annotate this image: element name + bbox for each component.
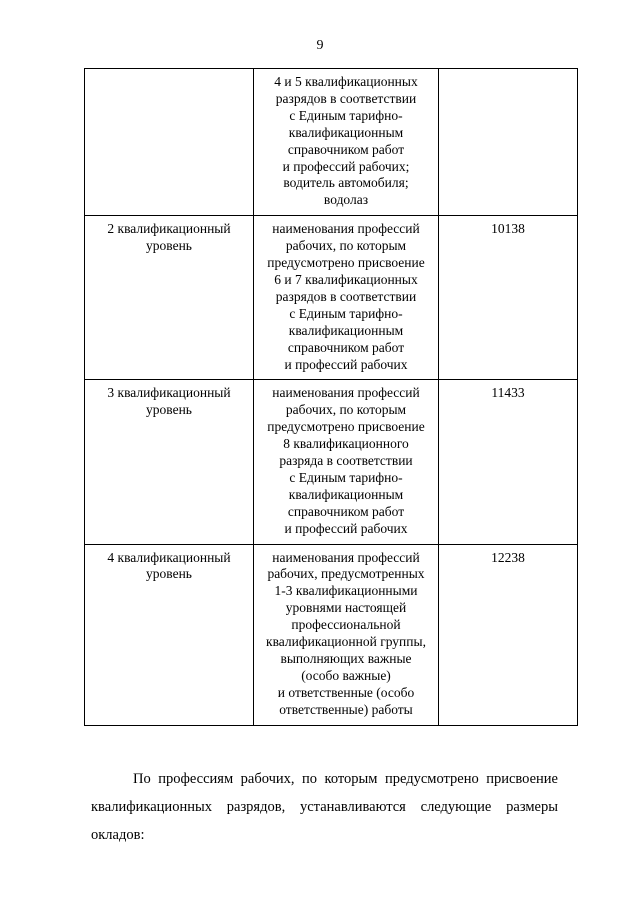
paragraph-line-1: По профессиям рабочих, по которым предусмотрено присвоение xyxy=(133,771,558,787)
description-text-line: уровнями настоящей xyxy=(285,600,407,616)
description-text-line: предусмотрено присвоение xyxy=(267,255,425,271)
description-cell xyxy=(254,69,439,216)
description-text-line: 4 и 5 квалификационных xyxy=(274,74,418,89)
description-text-line: квалификационным xyxy=(288,322,404,338)
description-text-line: предусмотрено присвоение xyxy=(267,419,425,435)
description-text-line: разрядов в соответствии xyxy=(275,288,417,304)
description-text-line: водитель автомобиля; xyxy=(283,175,409,191)
description-cell xyxy=(254,380,439,544)
page-number: 9 xyxy=(316,38,324,53)
level-cell xyxy=(85,544,254,725)
description-text-line: справочником работ xyxy=(287,141,405,157)
description-text-line: справочником работ xyxy=(287,503,405,519)
table-row xyxy=(85,380,578,544)
description-text-line: с Единым тарифно- xyxy=(289,107,403,123)
description-text-line: наименования профессий xyxy=(272,549,420,565)
level-text-line: 2 квалификационный xyxy=(107,221,231,237)
description-text-line: разряда в соответствии xyxy=(279,453,413,469)
description-cell xyxy=(254,544,439,725)
level-text-line: уровень xyxy=(146,238,192,254)
salary-value: 12238 xyxy=(491,549,525,565)
description-text-line: 8 квалификационного xyxy=(283,436,409,452)
table-row xyxy=(85,544,578,725)
salary-value: 11433 xyxy=(491,385,525,401)
salary-value: 10138 xyxy=(491,221,525,237)
description-text-line: и профессий рабочих; xyxy=(282,158,410,174)
description-text-line: рабочих, по которым xyxy=(285,238,407,254)
level-text-line: уровень xyxy=(146,566,192,582)
salary-cell xyxy=(439,380,578,544)
table-row xyxy=(85,216,578,380)
description-text-line: выполняющих важные xyxy=(280,651,412,666)
description-text-line: наименования профессий xyxy=(272,221,420,237)
description-text-line: и профессий рабочих xyxy=(284,356,408,372)
description-text-line: квалификационной группы, xyxy=(266,634,426,650)
description-text-line: с Единым тарифно- xyxy=(289,305,403,321)
description-text-line: профессиональной xyxy=(291,617,401,633)
description-text-line: рабочих, предусмотренных xyxy=(267,566,425,582)
description-text-line: ответственные) работы xyxy=(279,701,413,717)
salary-cell xyxy=(439,544,578,725)
paragraph-line-3: окладов: xyxy=(91,827,145,843)
description-text-line: рабочих, по которым xyxy=(285,402,407,418)
description-text-line: квалификационным xyxy=(288,124,404,140)
paragraph-line-2: квалификационных разрядов, устанавливаются следующие размеры xyxy=(91,799,558,815)
body-paragraph xyxy=(91,765,558,849)
description-text-line: наименования профессий xyxy=(272,385,420,401)
description-text-line: с Единым тарифно- xyxy=(289,469,403,485)
description-text-line: 6 и 7 квалификационных xyxy=(274,271,418,287)
salary-cell xyxy=(439,69,578,216)
description-cell xyxy=(254,216,439,380)
level-cell xyxy=(85,380,254,544)
salary-cell xyxy=(439,216,578,380)
level-text-line: 3 квалификационный xyxy=(107,385,231,401)
salary-table xyxy=(84,68,578,726)
level-text-line: уровень xyxy=(146,402,192,418)
description-text-line: водолаз xyxy=(323,192,369,208)
table-body xyxy=(85,69,578,726)
description-text-line: и профессий рабочих xyxy=(284,520,408,536)
description-text-line: (особо важные) xyxy=(301,667,391,683)
level-text-line: 4 квалификационный xyxy=(107,549,231,565)
description-text-line: и ответственные (особо xyxy=(277,684,415,700)
table-row xyxy=(85,69,578,216)
level-cell xyxy=(85,216,254,380)
description-text-line: разрядов в соответствии xyxy=(275,90,417,106)
description-text-line: квалификационным xyxy=(288,486,404,502)
level-cell xyxy=(85,69,254,216)
description-text-line: 1-3 квалификационными xyxy=(274,583,418,599)
description-text-line: справочником работ xyxy=(287,339,405,355)
